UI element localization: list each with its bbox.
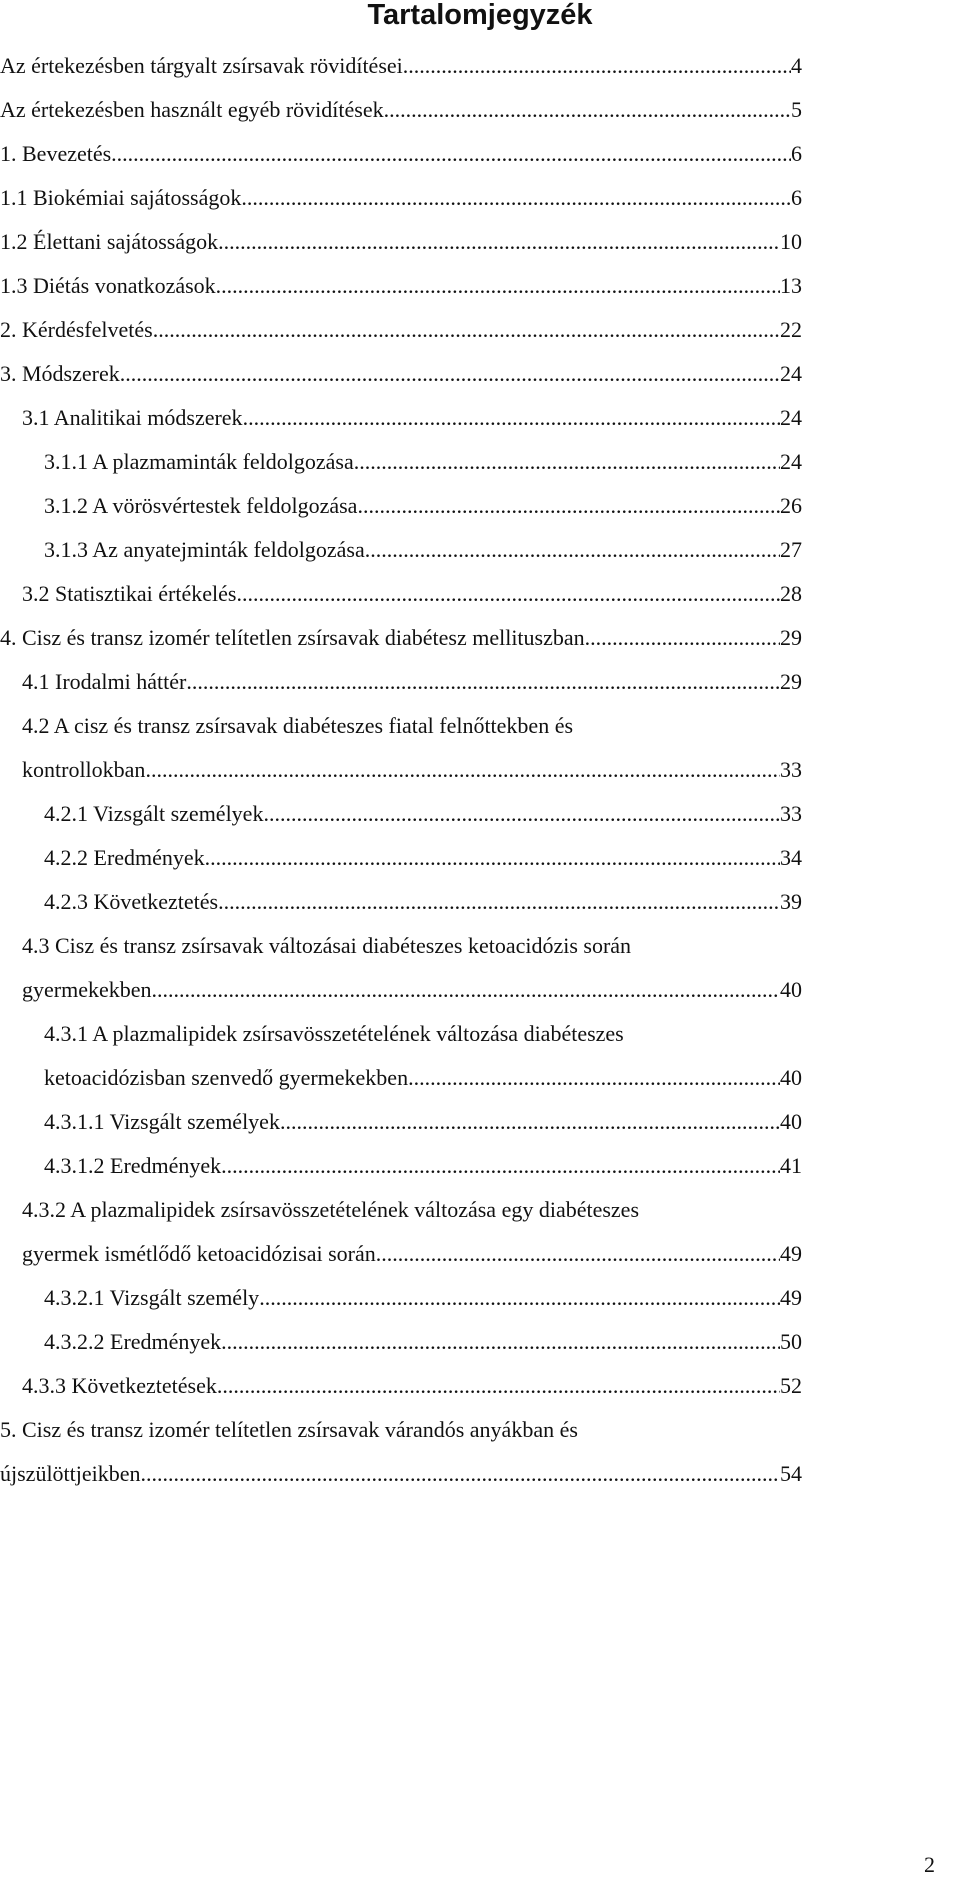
leader-dots	[217, 1364, 780, 1408]
leader-dots	[205, 836, 780, 880]
leader-dots	[354, 440, 780, 484]
leader-dots	[218, 220, 780, 264]
toc-entry-label: 3.1 Analitikai módszerek	[22, 405, 243, 430]
toc-entry-label-line1: 4.3.2 A plazmalipidek zsírsavösszetételének változása egy diabéteszes	[22, 1197, 639, 1222]
toc-entry-page: 54	[780, 1461, 802, 1486]
toc-entry[interactable]	[0, 1408, 960, 1496]
leader-dots	[384, 88, 791, 132]
toc-entry[interactable]	[0, 616, 960, 660]
toc-entry-label-line1: 4.3.1 A plazmalipidek zsírsavösszetételének változása diabéteszes	[44, 1021, 624, 1046]
leader-dots	[145, 748, 780, 792]
toc-entry[interactable]	[0, 836, 960, 880]
leader-dots	[216, 264, 780, 308]
toc-entry-label: 4.2.2 Eredmények	[44, 845, 205, 870]
toc-entry-label: 4.3.3 Következtetések	[22, 1373, 217, 1398]
leader-dots	[403, 44, 791, 88]
leader-dots	[408, 1056, 780, 1100]
toc-entry-label: 3.1.2 A vörösvértestek feldolgozása	[44, 493, 358, 518]
leader-dots	[141, 1452, 780, 1496]
leader-dots	[280, 1100, 780, 1144]
toc-entry-page: 40	[780, 1065, 802, 1090]
toc-entry-label: 3.2 Statisztikai értékelés	[22, 581, 237, 606]
toc-entry[interactable]	[0, 660, 960, 704]
toc-entry-label: kontrollokban	[22, 757, 146, 782]
toc-entry-page: 29	[780, 669, 802, 694]
toc-entry-page: 13	[780, 273, 802, 298]
toc-entry[interactable]	[0, 1100, 960, 1144]
toc-entry-page: 5	[791, 97, 802, 122]
leader-dots	[259, 1276, 780, 1320]
toc-entry-page: 29	[780, 625, 802, 650]
leader-dots	[153, 308, 780, 352]
toc-entry-label: Az értekezésben használt egyéb rövidítések	[0, 97, 384, 122]
toc-entry-page: 33	[780, 757, 802, 782]
toc-entry[interactable]	[0, 484, 960, 528]
toc-entry[interactable]	[0, 880, 960, 924]
toc-entry-label: 1.1 Biokémiai sajátosságok	[0, 185, 242, 210]
toc-entry-label: 3.1.1 A plazmaminták feldolgozása	[44, 449, 354, 474]
toc-entry-page: 4	[791, 53, 802, 78]
toc-entry-label: Az értekezésben tárgyalt zsírsavak rövidítései	[0, 53, 403, 78]
table-of-contents	[0, 44, 960, 1496]
toc-entry[interactable]	[0, 1276, 960, 1320]
leader-dots	[357, 484, 780, 528]
toc-title: Tartalomjegyzék	[367, 0, 593, 31]
toc-entry-label: 4.3.1.2 Eredmények	[44, 1153, 222, 1178]
toc-entry[interactable]	[0, 572, 960, 616]
toc-entry-page: 24	[780, 405, 802, 430]
toc-entry-page: 27	[780, 537, 802, 562]
toc-entry-label: gyermek ismétlődő ketoacidózisai során	[22, 1241, 376, 1266]
toc-entry[interactable]	[0, 396, 960, 440]
toc-entry-page: 39	[780, 889, 802, 914]
toc-entry[interactable]	[0, 88, 960, 132]
toc-entry[interactable]	[0, 704, 960, 792]
toc-entry[interactable]	[0, 528, 960, 572]
toc-entry-label: 2. Kérdésfelvetés	[0, 317, 153, 342]
toc-entry-label: 4.3.2.2 Eredmények	[44, 1329, 222, 1354]
leader-dots	[111, 132, 791, 176]
toc-entry-label: 3.1.3 Az anyatejminták feldolgozása	[44, 537, 365, 562]
toc-entry-page: 40	[780, 1109, 802, 1134]
toc-entry-page: 24	[780, 449, 802, 474]
leader-dots	[365, 528, 780, 572]
toc-entry[interactable]	[0, 220, 960, 264]
toc-entry-label: 4.3.1.1 Vizsgált személyek	[44, 1109, 280, 1134]
leader-dots	[241, 176, 791, 220]
toc-entry[interactable]	[0, 1012, 960, 1100]
toc-entry-label: 1. Bevezetés	[0, 141, 112, 166]
toc-entry[interactable]	[0, 176, 960, 220]
toc-entry[interactable]	[0, 44, 960, 88]
toc-entry-page: 6	[791, 141, 802, 166]
leader-dots	[585, 616, 780, 660]
toc-entry-page: 33	[780, 801, 802, 826]
toc-entry-page: 40	[780, 977, 802, 1002]
toc-entry-page: 34	[780, 845, 802, 870]
page-number: 2	[924, 1852, 935, 1877]
toc-entry-label: ketoacidózisban szenvedő gyermekekben	[44, 1065, 409, 1090]
leader-dots	[221, 1144, 780, 1188]
leader-dots	[263, 792, 780, 836]
toc-entry[interactable]	[0, 792, 960, 836]
toc-entry[interactable]	[0, 440, 960, 484]
toc-entry-page: 49	[780, 1285, 802, 1310]
leader-dots	[236, 572, 780, 616]
toc-entry[interactable]	[0, 1320, 960, 1364]
toc-entry[interactable]	[0, 924, 960, 1012]
toc-entry-label: újszülöttjeikben	[0, 1461, 141, 1486]
leader-dots	[221, 1320, 780, 1364]
toc-entry-label: gyermekekben	[22, 977, 152, 1002]
leader-dots	[243, 396, 780, 440]
toc-entry-page: 49	[780, 1241, 802, 1266]
toc-entry-label: 3. Módszerek	[0, 361, 120, 386]
toc-entry-page: 24	[780, 361, 802, 386]
toc-entry[interactable]	[0, 308, 960, 352]
leader-dots	[120, 352, 780, 396]
toc-entry-page: 41	[780, 1153, 802, 1178]
toc-entry-page: 22	[780, 317, 802, 342]
toc-entry-label: 4.1 Irodalmi háttér	[22, 669, 187, 694]
toc-entry-page: 28	[780, 581, 802, 606]
toc-entry-label-line1: 4.3 Cisz és transz zsírsavak változásai diabéteszes ketoacidózis során	[22, 933, 632, 958]
leader-dots	[376, 1232, 780, 1276]
toc-entry-label: 1.3 Diétás vonatkozások	[0, 273, 216, 298]
toc-entry-page: 6	[791, 185, 802, 210]
toc-entry[interactable]	[0, 264, 960, 308]
leader-dots	[152, 968, 781, 1012]
toc-entry[interactable]	[0, 1364, 960, 1408]
toc-entry-label: 4.2.1 Vizsgált személyek	[44, 801, 264, 826]
toc-entry-label: 4.2.3 Következtetés	[44, 889, 219, 914]
toc-entry[interactable]	[0, 1188, 960, 1276]
toc-entry-page: 10	[780, 229, 802, 254]
toc-entry-page: 50	[780, 1329, 802, 1354]
toc-entry-label-line1: 4.2 A cisz és transz zsírsavak diabéteszes fiatal felnőttekben és	[22, 713, 574, 738]
toc-entry[interactable]	[0, 132, 960, 176]
toc-entry-label-line1: 5. Cisz és transz izomér telítetlen zsírsavak várandós anyákban és	[0, 1417, 578, 1442]
toc-entry-label: 1.2 Élettani sajátosságok	[0, 229, 219, 254]
toc-entry-page: 52	[780, 1373, 802, 1398]
toc-entry-label: 4.3.2.1 Vizsgált személy	[44, 1285, 260, 1310]
leader-dots	[218, 880, 780, 924]
toc-entry-label: 4. Cisz és transz izomér telítetlen zsírsavak diabétesz mellituszban	[0, 625, 585, 650]
toc-entry[interactable]	[0, 1144, 960, 1188]
toc-entry-page: 26	[780, 493, 802, 518]
leader-dots	[186, 660, 780, 704]
toc-entry[interactable]	[0, 352, 960, 396]
